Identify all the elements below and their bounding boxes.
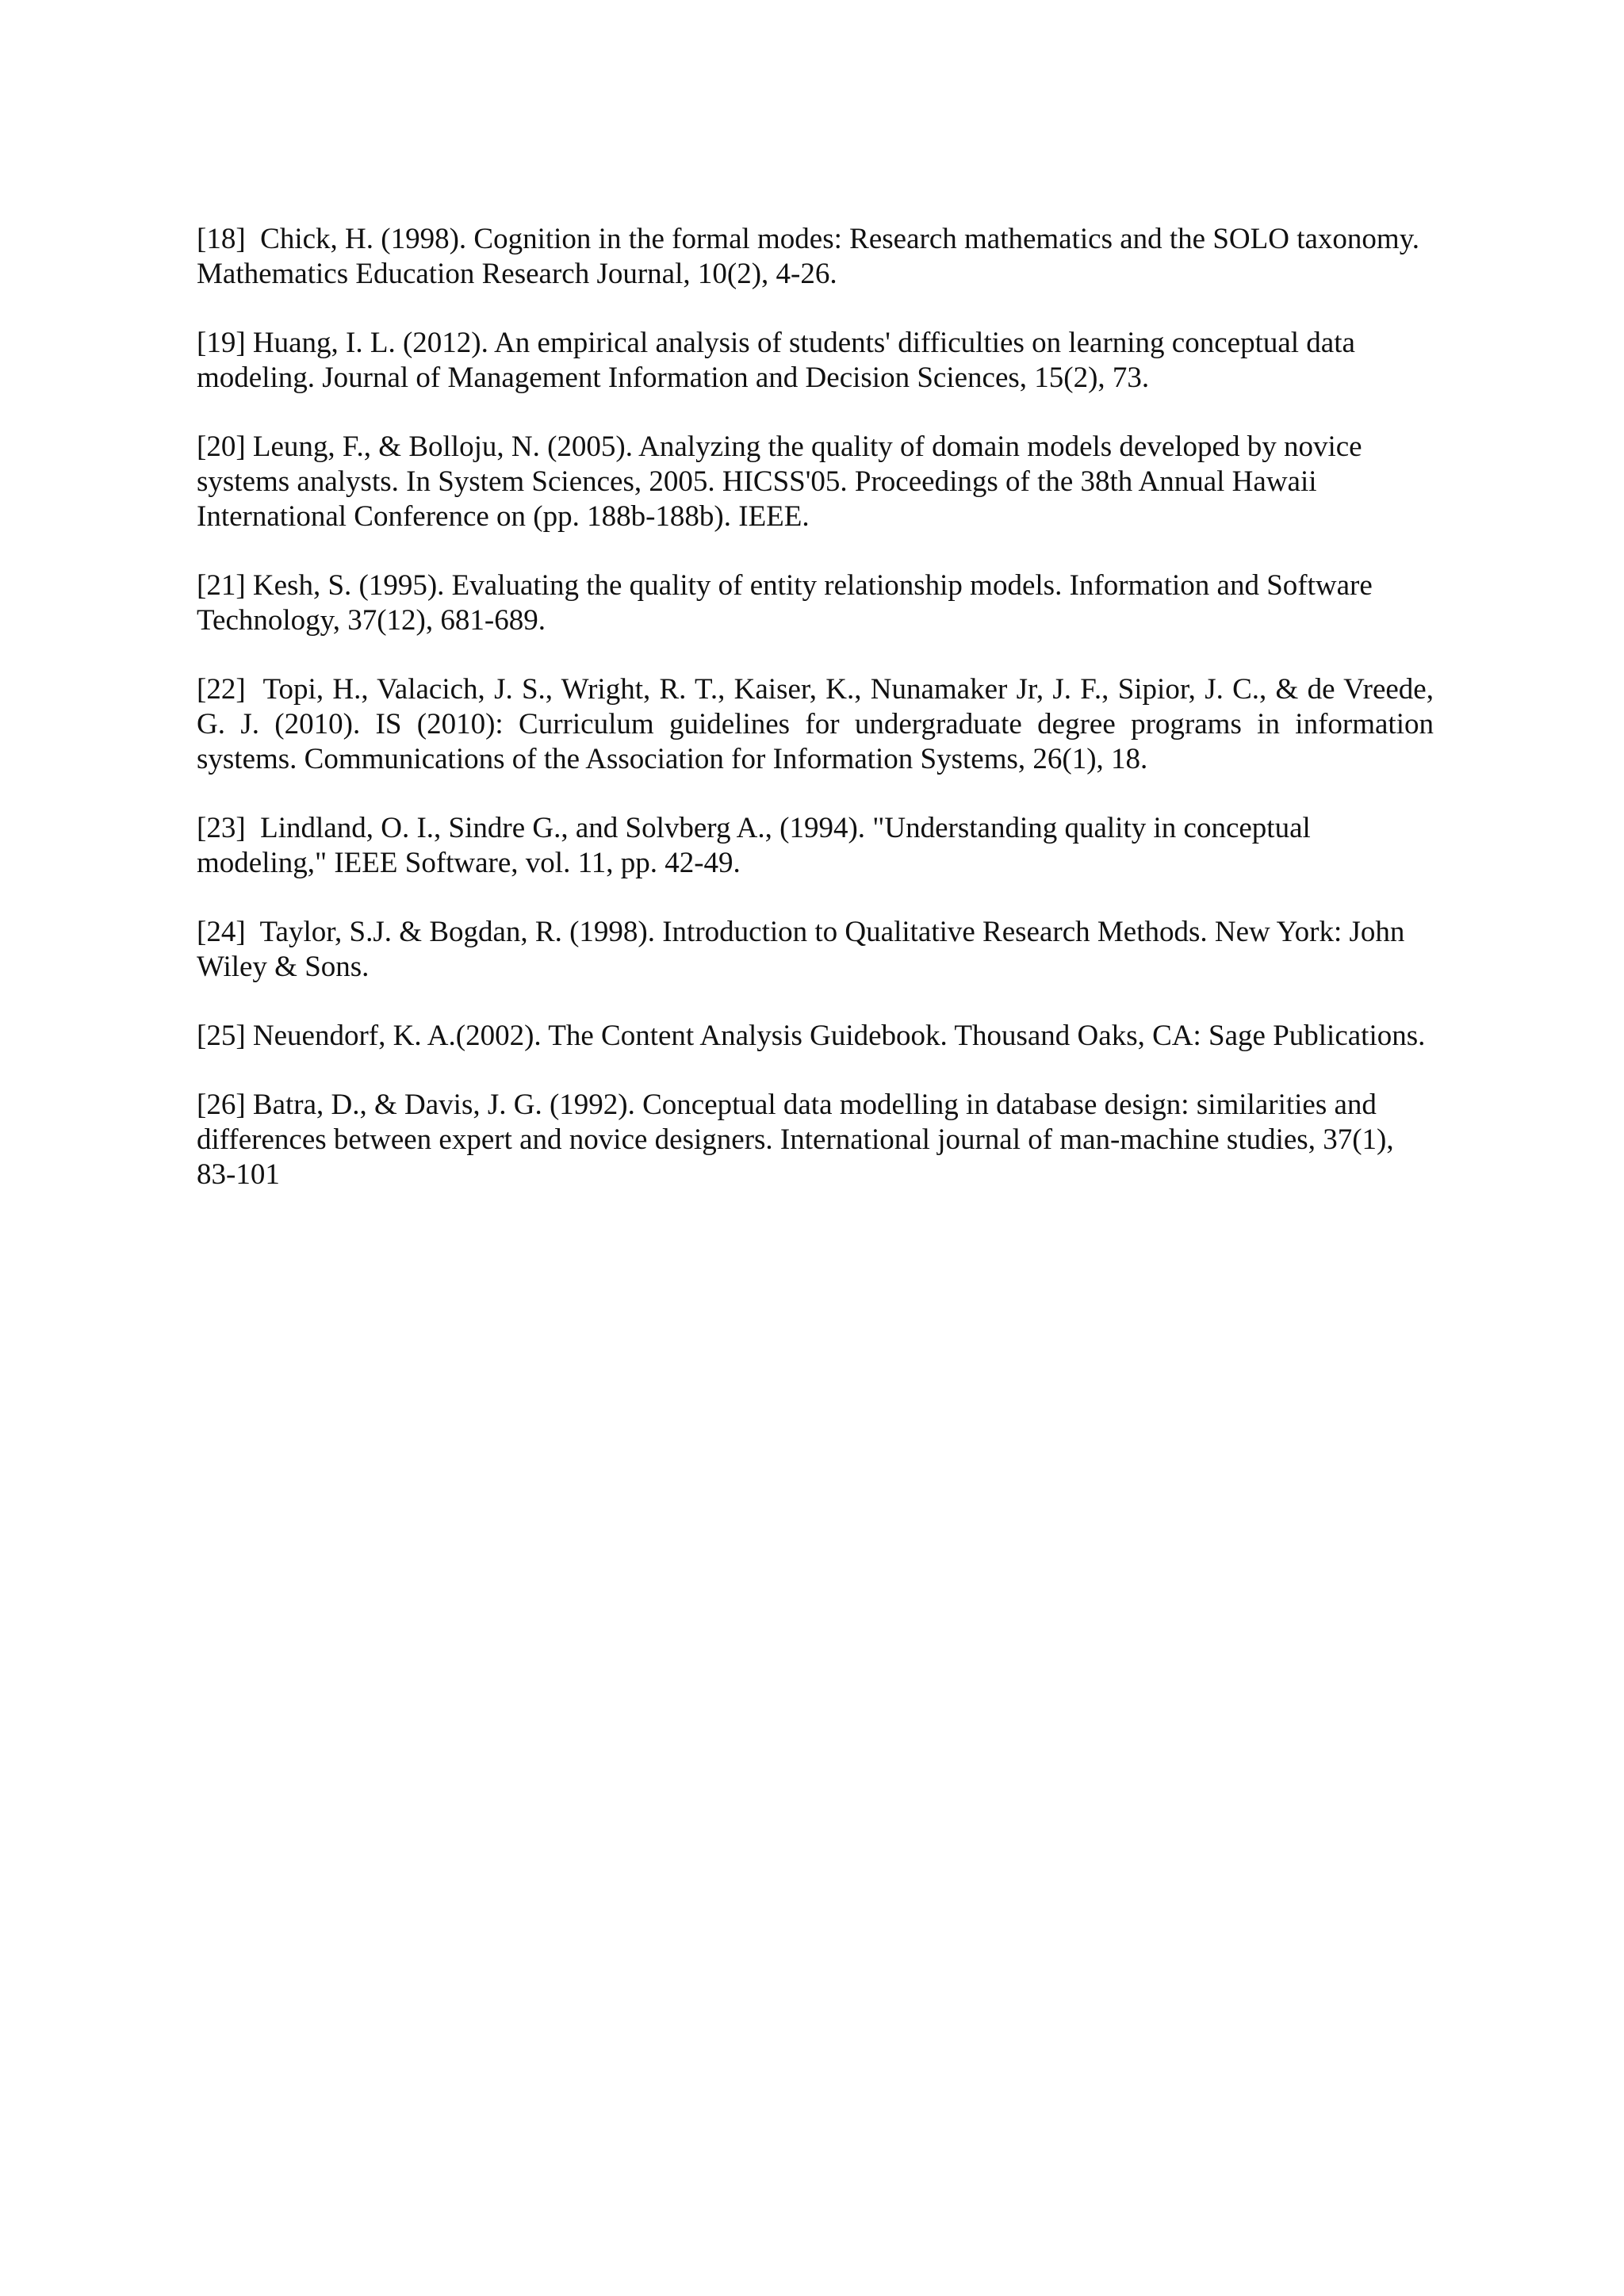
reference-number: [20] xyxy=(197,430,246,463)
reference-text: Taylor, S.J. & Bogdan, R. (1998). Introduction to Qualitative Research Methods. New York: John Wiley & Sons. xyxy=(197,916,1405,983)
reference-20 xyxy=(197,430,1434,534)
reference-21 xyxy=(197,568,1434,638)
reference-text: Neuendorf, K. A.(2002). The Content Analysis Guidebook. Thousand Oaks, CA: Sage Publications. xyxy=(252,1020,1426,1052)
reference-number: [25] xyxy=(197,1020,246,1052)
reference-list xyxy=(197,222,1434,1226)
reference-text: Huang, I. L. (2012). An empirical analysis of students' difficulties on learning conceptual data modeling. Journal of Management Information and Decision Sciences, 15(2), 73. xyxy=(197,327,1355,394)
reference-18 xyxy=(197,222,1434,292)
reference-19 xyxy=(197,326,1434,396)
reference-22 xyxy=(197,672,1434,777)
reference-text: Lindland, O. I., Sindre G., and Solvberg A., (1994). "Understanding quality in conceptual modeling," IEEE Software, vol. 11, pp. 42-49. xyxy=(197,812,1311,879)
reference-number: [19] xyxy=(197,327,246,359)
reference-text: Kesh, S. (1995). Evaluating the quality of entity relationship models. Information and Software Technology, 37(12), 681-689. xyxy=(197,569,1373,637)
reference-number: [23] xyxy=(197,812,246,844)
reference-text: Chick, H. (1998). Cognition in the formal modes: Research mathematics and the SOLO taxonomy. Mathematics Education Research Journal, 10(2), 4-26. xyxy=(197,223,1420,290)
reference-number: [21] xyxy=(197,569,246,602)
reference-number: [24] xyxy=(197,916,246,948)
reference-number: [18] xyxy=(197,223,246,255)
reference-23 xyxy=(197,811,1434,881)
reference-26 xyxy=(197,1088,1434,1192)
reference-number: [22] xyxy=(197,673,246,706)
reference-text: Batra, D., & Davis, J. G. (1992). Conceptual data modelling in database design: similarities and differences between expert and novice designers. International journal of man-machine studies, 37(1), 83-101 xyxy=(197,1089,1394,1191)
reference-25 xyxy=(197,1019,1434,1054)
reference-24 xyxy=(197,915,1434,985)
reference-number: [26] xyxy=(197,1089,246,1121)
reference-text: Topi, H., Valacich, J. S., Wright, R. T., Kaiser, K., Nunamaker Jr, J. F., Sipior, J. C., & de Vreede, G. J. (2010). IS (2010): Curriculum guidelines for undergraduate degree programs in information systems. Communications of the Association for Information Systems, 26(1), 18. xyxy=(197,673,1434,775)
reference-text: Leung, F., & Bolloju, N. (2005). Analyzing the quality of domain models developed by novice systems analysts. In System Sciences, 2005. HICSS'05. Proceedings of the 38th Annual Hawaii International Conference on (pp. 188b-188b). IEEE. xyxy=(197,430,1362,533)
